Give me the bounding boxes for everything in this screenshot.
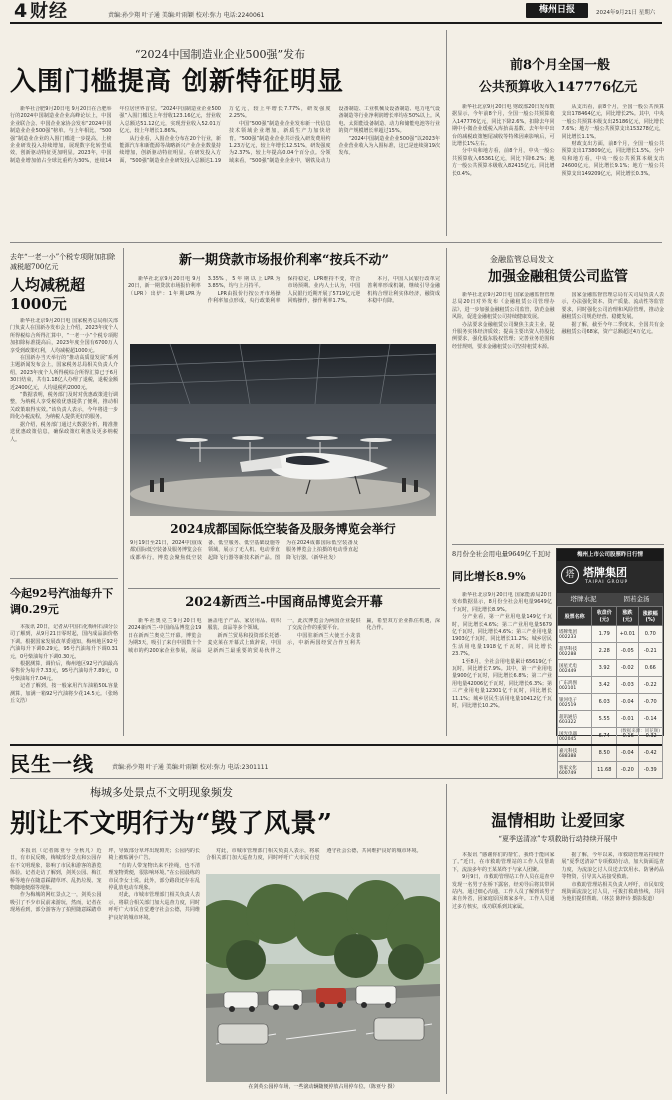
stock-name: 嘉元科技 688388 <box>558 745 592 762</box>
col-header: 股票名称 <box>558 607 592 626</box>
budget-paragraph: 新华社北京9月20日电 财政部20日发布数据显示，今年前8个月，全国一般公共预算收入147776亿元，同比下降2.6%，扣除去年同期中小微企业缓税入库抬高基数、去年年中出台的减税政策翘尾减收等特殊因素影响后，可比增长1%左右。 <box>452 104 555 148</box>
stock-name: 广东鸿图 002101 <box>558 677 592 694</box>
stock-close: 6.03 <box>592 694 617 711</box>
civility-paragraph: 对此，市城市管理部门相关负责人表示，将联合相关部门加大巡查力度，同时呼吁广大市民自觉遵守社会公德，共同维护良好的城市环境。 <box>108 892 200 921</box>
stock-change: -0.05 <box>617 643 638 660</box>
stock-footer: (数据来源：同花顺) <box>620 729 660 734</box>
stock-row <box>558 711 663 728</box>
stock-change-pct: -0.42 <box>638 745 662 762</box>
lease-paragraph: 新华社北京9月20日电 国家金融监督管理总局20日对外发布《金融租赁公司管理办法》，进一步加强金融租赁公司监管，防范金融风险，促进金融租赁公司持续健康发展。 <box>452 292 555 321</box>
lead-paragraph: 新华社合肥9月20日电 9月20日在合肥举行的2024中国制造业企业高峰论坛上，中国企业联合会、中国企业家协会发布“2024中国制造业企业500强”榜单。与上年相比，“500强”制造业企业的入围门槛进一步提高，上榜企业研发投入持续增加，展现数字化转型成效，创新驱动特征更加明显。2023年，中国制造业增加值占全球比重约为30%，连续14年位居世界首位。“2024中国制造业企业500强”入围门槛达上年营收123.16亿元，营业收入总额达51.12亿元，实现营业收入52.01万亿元，较上年增长1.86%。 <box>10 106 221 164</box>
stock-change-pct: 0.66 <box>638 660 662 677</box>
stock-name: 塔牌集团 002233 <box>558 626 592 643</box>
stock-close: 5.55 <box>592 711 617 728</box>
stock-change: +0.01 <box>617 626 638 643</box>
stock-change-pct: -0.70 <box>638 694 662 711</box>
civility-headline: 别让不文明行为“毁了风景” <box>10 809 333 839</box>
newspaper-logo <box>526 3 588 18</box>
stock-change: -0.16 <box>617 728 638 745</box>
col-header: 涨跌(元) <box>617 607 638 626</box>
lead-paragraph: 从行业看，入围企业分布在20个行业，新能源汽车和新能源等战略新兴产业企业数量持续增加，创新驱动特征明显。在研发投入方面，“500强”制造业企业研发投入总额达1.19万亿元，较上年增长7.77%，研发强度2.25%。 <box>119 106 331 164</box>
stock-change-pct: -0.39 <box>638 762 662 779</box>
tax-paragraph: 在国新办当天举行的“推动高质量发展”系列主题新闻发布会上，国家税务总局相关负责人介绍，2023年度个人所得税综合所得汇算已于6月30日结束，共有1.18亿人办理了退税，退税金额近2400亿元，人均退税约2000元。 <box>10 355 118 391</box>
budget-body <box>452 104 664 236</box>
warmth-kicker: “夏季送清凉”专项救助行动持续开展中 <box>498 835 618 843</box>
lpr-paragraph: 本月，中国人民银行改革完善利率形成机制，继续引导金融机构合理让利实体经济，融资成本稳中有降。 <box>367 276 440 305</box>
park-parking-image <box>206 874 440 1082</box>
warmth-paragraph: 市救助管理站相关负责人呼吁，市民如发现街面流浪乞讨人员，可拨打救助热线，共同为他们提供帮助。（林芸 陈梓诗 摄影报道） <box>561 881 664 903</box>
stock-close: 6.74 <box>592 728 617 745</box>
tax-body <box>10 318 118 570</box>
company-name-en: TAIPAI GROUP <box>585 580 629 585</box>
fuel-paragraph: 本报讯 20日，记者从中国石化梅州石油分公司了解到，从9月21日零时起，国内成品油价格下调。根据国家发展改革委通知，梅州地区92号汽油每升下调0.29元，95号汽油每升下调0.31元，0号柴油每升下调0.30元。 <box>10 624 118 660</box>
expo-caption-body: 9月19日至21日，2024中国(成都)国际低空装备及服务博览会在成都举行。博览会聚焦低空装备、低空服务、低空基础设施等领域，展示了无人机、电动垂直起降飞行器等新技术新产品。图为在2024成都国际低空装备及服务博览会上拍摄的电动垂直起降飞行器。（新华社发） <box>130 540 358 561</box>
power-headline: 同比增长8.9% <box>452 570 526 583</box>
stock-change: -0.03 <box>617 677 638 694</box>
fuel-paragraph: 记者了解到，按一般家用汽车油箱50L容量测算，加满一箱92号汽油将少花14.5元。（张旸 丘文浩） <box>10 683 118 705</box>
stock-name: 国光电器 002045 <box>558 728 592 745</box>
xilan-paragraph: 中国驻新西兰大使王小龙表示，中新两国经贸合作互利共赢，希望双方企业抓住机遇，深化合作。 <box>287 618 440 647</box>
stock-box <box>556 548 664 776</box>
park-photo-caption: 在剑英公园停车场，一些滚动辆随便停放占用停车位。（陈亚兮 摄） <box>248 1084 398 1090</box>
civility-paragraph: 作为梅城的网红景点之一，剑英公园吸引了不少市民前来游玩，然而，记者在现场看到，部分游客为了拍照随意踩踏草坪，导致部分草坪出现斑秃；公园内的长椅上被贴满小广告。 <box>10 848 200 914</box>
civility-body-cont <box>206 848 440 870</box>
fuel-body <box>10 624 118 732</box>
civility-paragraph: 对此，市城市管理部门相关负责人表示，将联合相关部门加大巡查力度，同时呼吁广大市民自觉遵守社会公德，共同维护良好的城市环境。 <box>206 848 422 862</box>
lead-body <box>10 106 440 246</box>
stock-change: -0.20 <box>617 762 638 779</box>
stock-name: 超讯通信 603322 <box>558 711 592 728</box>
stock-close: 2.28 <box>592 643 617 660</box>
tax-paragraph: 据介绍，税务部门通过大数据分析，精准推送优惠政策信息，确保政策红利惠及更多纳税人。 <box>10 421 118 443</box>
stock-close: 3.42 <box>592 677 617 694</box>
lpr-paragraph: 新华社北京9月20日电 9月20日，新一期贷款市场报价利率（LPR）出炉：1年期LPR为3.35%，5年期以上LPR为3.85%，均与上月持平。 <box>128 276 281 297</box>
power-kicker: 8月份全社会用电量9649亿千瓦时 <box>452 550 551 558</box>
civility-body <box>10 848 200 1092</box>
page-number: 4 <box>14 0 28 22</box>
fuel-headline: 今起92号汽油每升下调0.29元 <box>10 587 114 616</box>
power-paragraph: 分产业看，第一产业用电量149亿千瓦时，同比增长4.6%；第二产业用电量5679亿千瓦时，同比增长4.6%；第三产业用电量1903亿千瓦时，同比增长11.2%；城乡居民生活用电量1918亿千瓦时，同比增长23.7%。 <box>452 614 552 658</box>
stock-change-pct: 0.70 <box>638 626 662 643</box>
lpr-paragraph: LPR由报价行按公开市场操作利率加点形成，央行政策利率保持稳定，LPR维持不变，符合市场预期。业内人士认为，中国人民银行近期开展了5719亿元逆回购操作，操作利率1.7%。 <box>207 276 361 305</box>
stock-change: -0.04 <box>617 745 638 762</box>
section2-title: 民生一线 <box>10 752 94 776</box>
xilan-paragraph: 新西兰贸易和投资部长托德·麦克莱在开幕式上致辞说，中国是新西兰最重要的贸易伙伴之一，此次博览会为两国企业提供了交流合作的重要平台。 <box>207 618 361 654</box>
slogan-right: 固若金汤 <box>623 595 650 603</box>
company-logo-icon: 塔 <box>561 566 579 584</box>
lead-paragraph: 中国“500强”制造业企业发布新一代信息技术领域企业增加，新质生产力加快培育。“500强”制造业企业共计投入研发费用约1.23万亿元，较上年增长12.51%，研发强度为2.37%，较上年提高0.04个百分点。分领域来看，“500强”制造业企业中，钢铁及动力设备制造、工业机械及设备制造、电力电气设备制造等行业净利润增长率均在50%以上。风电、太阳能设备制造、动力和储能电池等行业的资产规模增长率超过15%。 <box>229 106 440 164</box>
lease-paragraph: 国家金融监督管理总局有关司局负责人表示，办法强化资本、资产质量、流动性等监管要求，同时强化公司治理和风险管理，推动金融租赁公司规范经营、稳健发展。 <box>561 292 664 321</box>
budget-headline: 公共预算收入147776亿元 <box>478 80 638 95</box>
aircraft-exhibit-image <box>130 344 436 516</box>
stock-row <box>558 745 663 762</box>
issue-date: 2024年9月21日 星期六 <box>596 10 656 16</box>
budget-paragraph: 从支出看，前8个月，全国一般公共预算支出178464亿元，同比增长2%。其中，中央一般公共预算本级支出25186亿元，同比增长7.6%；地方一般公共预算支出153278亿元，同比增长1.1%。 <box>561 104 664 140</box>
tax-paragraph: “数据表明，税务部门及时对优惠政策进行调整，为纳税人享受税收优惠提供了便利，推动相关政策取得实效。”该负责人表示，今年将进一步简化办税流程，为纳税人提供更好的服务。 <box>10 392 118 421</box>
fuel-paragraph: 根据测算，调价后，梅州地区92号汽油最高零售价为每升7.33元，95号汽油每升7.89元，0号柴油每升7.04元。 <box>10 661 118 682</box>
lease-paragraph: 据了解，截至今年二季度末，全国共有金融租赁公司68家，资产总额超过4万亿元。 <box>561 321 664 336</box>
civility-paragraph: 本报讯（记者陈亚兮 全秋凡）近日，有市民反映，梅城部分景点和公园存在不文明现象，影响了市民和游客的游览体验。记者走访了解到，剑英公园、梅江桥等地存在随意踩踏草坪、乱扔垃圾、宠物随地便溺等现象。 <box>10 848 102 892</box>
warmth-headline: 温情相助 让爱回家 <box>491 811 625 830</box>
stock-close: 8.50 <box>592 745 617 762</box>
lead-paragraph: “2024中国制造业企业500强”以2023年企业营业收入为入围标准，这已是连续第19次发布。 <box>338 135 440 157</box>
lead-headline: 入围门槛提高 创新特征明显 <box>10 67 345 97</box>
stock-row <box>558 694 663 711</box>
stock-change: -0.04 <box>617 694 638 711</box>
tax-headline: 人均减税超1000元 <box>10 276 86 313</box>
col-header: 涨跌幅(%) <box>638 607 662 626</box>
stock-change-pct: -0.32 <box>638 728 662 745</box>
warmth-body <box>452 852 664 1092</box>
stock-name: 国星光电 002449 <box>558 660 592 677</box>
power-paragraph: 新华社北京9月20日电 国家能源局20日发布数据显示，8月份全社会用电量9649亿千瓦时，同比增长8.9%。 <box>452 592 552 613</box>
park-photo <box>206 874 440 1082</box>
warmth-paragraph: 本报讯 “感谢你们的帮忙，我终于能回家了。”近日，在市救助管理站的工作人员帮助下，流浪多年的王某某终于与家人团聚。 <box>452 852 555 873</box>
lease-body <box>452 292 664 540</box>
stock-name: 客家文化 600749 <box>558 762 592 779</box>
stock-row <box>558 660 663 677</box>
warmth-paragraph: 据了解，今年以来，市救助管理站持续开展“夏季送清凉”专项救助行动，加大街面巡查力度，为流浪乞讨人员送去饮用水、防暑药品等物资，引导其入站接受救助。 <box>561 852 664 881</box>
slogan-left: 塔牌水泥 <box>570 595 597 603</box>
xilan-headline: 2024新西兰-中国商品博览会开幕 <box>185 595 383 610</box>
section2-staff-line: 责编:孙少翔 叶子通 美编:叶雨颖 校对:弥力 电话:2301111 <box>112 764 269 771</box>
stock-change-pct: -0.21 <box>638 643 662 660</box>
expo-photo <box>130 344 436 516</box>
stock-box-title: 梅州上市公司股票昨日行情 <box>557 549 663 561</box>
stock-close: 1.79 <box>592 626 617 643</box>
tax-paragraph: 新华社北京9月20日电 国家税务总局相关部门负责人在国新办发布会上介绍，2023年度个人所得税综合所得汇算中，“一老一小”个税专项附加扣除标准提高后，2023年度全国有6700万人享受到政策红利，人均减税超1000元。 <box>10 318 118 354</box>
staff-line: 责编:孙少翔 叶子通 美编:叶雨颖 校对:弥力 电话:2240061 <box>108 12 265 19</box>
lpr-body <box>128 276 440 338</box>
stock-change: -0.02 <box>617 660 638 677</box>
stock-close: 11.68 <box>592 762 617 779</box>
budget-paragraph: 分中央和地方看，前8个月，中央一般公共预算收入65361亿元，同比下降6.2%；地方一般公共预算本级收入82415亿元，同比增长0.4%。 <box>452 148 555 177</box>
stock-change-pct: -0.22 <box>638 677 662 694</box>
col-header: 收盘价(元) <box>592 607 617 626</box>
warmth-paragraph: 9月9日，市救助管理站工作人员在巡查中发现一名男子在桥下露宿，经劝导后将其带回站内。通过细心沟通，工作人员了解到该男子来自外省，因家庭原因离家多年。工作人员通过多方核实，成功联系到其家属。 <box>452 874 555 910</box>
xilan-paragraph: 新华社奥克兰9月20日电 2024新西兰-中国商品博览会19日在新西兰奥克兰开幕。博览会为期3天，吸引了来自中国数十个城市的约200家企业参展，展品涵盖电子产品、家居用品、纺织服装、食品等多个领域。 <box>128 618 281 654</box>
lease-kicker: 金融监管总局发文 <box>490 255 554 264</box>
tax-kicker: 去年“一老一小”个税专项附加扣除减税超700亿元 <box>10 253 116 271</box>
lpr-headline: 新一期贷款市场报价利率“按兵不动” <box>179 253 389 268</box>
expo-caption-title: 2024成都国际低空装备及服务博览会举行 <box>170 522 396 536</box>
stock-row <box>558 677 663 694</box>
stock-close: 3.92 <box>592 660 617 677</box>
civility-kicker: 梅城多处景点不文明现象频发 <box>90 786 233 799</box>
lease-headline: 加强金融租赁公司监管 <box>488 269 628 285</box>
budget-kicker: 前8个月全国一般 <box>509 58 611 73</box>
stock-change: -0.01 <box>617 711 638 728</box>
stock-change-pct: -0.14 <box>638 711 662 728</box>
stock-row <box>558 626 663 643</box>
power-paragraph: 1至8月，全社会用电量累计65619亿千瓦时，同比增长7.9%。其中，第一产业用电量900亿千瓦时，同比增长6.8%；第二产业用电量42006亿千瓦时，同比增长6.3%；第三产业用电量12301亿千瓦时，同比增长11.1%；城乡居民生活用电量10412亿千瓦时，同比增长10.2%。 <box>452 658 552 710</box>
lead-kicker: “2024中国制造业企业500强”发布 <box>134 48 306 61</box>
budget-paragraph: 财政支出方面，前8个月，全国一般公共预算支出173809亿元，同比增长1.5%。分中央和地方看，中央一般公共预算本级支出24600亿元，同比增长9.1%；地方一般公共预算支出149209亿元，同比增长0.3%。 <box>561 141 664 177</box>
xilan-body <box>128 618 440 734</box>
section-title: 财经 <box>30 1 68 22</box>
stock-name: 超华科技 002288 <box>558 643 592 660</box>
stock-name: 银河电子 002519 <box>558 694 592 711</box>
company-slogan <box>557 593 663 606</box>
civility-paragraph: “有的人带宠物出来不拴绳，也不清理宠物粪便，很影响环境。”在公园晨练的市民李女士说。此外，部分路段还存在乱停乱放电动车现象。 <box>108 862 200 892</box>
paper-name: 梅州日报 <box>538 5 575 15</box>
lease-paragraph: 办法要求金融租赁公司聚焦主责主业，提升服务实体经济质效；提高主要出资人持股比例要求，强化股东股权管理；完善业务范围和经营规则，要求金融租赁公司坚持租赁本源。 <box>452 321 555 350</box>
stock-table <box>557 606 663 779</box>
power-body <box>452 592 552 734</box>
masthead <box>0 0 672 22</box>
stock-row <box>558 643 663 660</box>
company-name: 塔牌集团 <box>583 566 627 579</box>
company-banner <box>557 561 663 593</box>
stock-row <box>558 762 663 779</box>
